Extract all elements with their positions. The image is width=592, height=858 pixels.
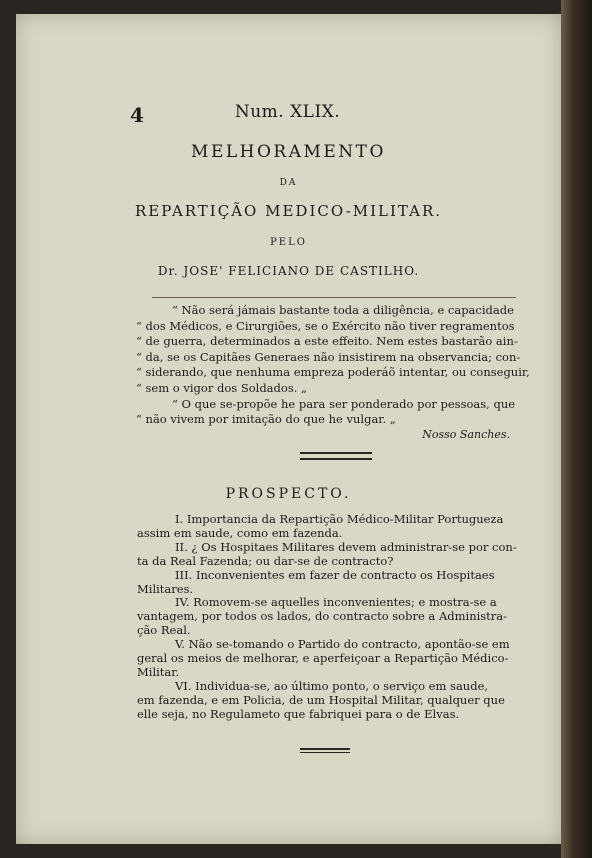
prospecto-body xyxy=(137,513,520,722)
body-line: vantagem, por todos os lados, do contracto sobre a Administra- xyxy=(137,609,508,624)
ornament-rule xyxy=(300,452,372,460)
section-heading: PROSPECTO. xyxy=(225,486,352,502)
title-line-1: MELHORAMENTO xyxy=(191,142,386,162)
epigraph-line: “ siderando, que nenhuma empreza poderáõ intentar, ou conseguir, xyxy=(136,365,530,380)
epigraph-line: “ Não será jámais bastante toda a diligência, e capacidade xyxy=(172,303,514,317)
ornament-rule-end xyxy=(300,748,350,753)
author-line: Dr. JOSE' FELICIANO DE CASTILHO. xyxy=(157,264,420,278)
epigraph-line: “ O que se-propõe he para ser ponderado por pessoas, que xyxy=(172,396,516,411)
body-line: elle seja, no Regulameto que fabriquei para o de Elvas. xyxy=(137,706,460,721)
book-spine xyxy=(561,0,592,858)
body-line: em fazenda, e em Policia, de um Hospital Militar, qualquer que xyxy=(137,692,505,707)
body-line: IV. Romovem-se aquelles inconvenientes; e mostra-se a xyxy=(175,595,497,610)
epigraph-line: “ dos Médicos, e Cirurgiões, se o Exército não tiver regramentos xyxy=(136,318,515,333)
epigraph-line: “ da, se os Capitães Generaes não insistirem na observancia; con- xyxy=(136,349,521,364)
epigraph-signature: Nosso Sanches. xyxy=(422,428,510,441)
body-line: Militares. xyxy=(137,581,194,596)
body-line: VI. Individua-se, ao último ponto, o serviço em saude, xyxy=(175,678,489,693)
issue-number: Num. XLIX. xyxy=(234,102,341,122)
divider-rule xyxy=(152,297,516,298)
body-line: I. Importancia da Repartição Médico-Militar Portugueza xyxy=(175,512,504,526)
title-line-3: REPARTIÇÃO MEDICO-MILITAR. xyxy=(134,202,443,220)
epigraph-line: “ não vivem por imitação do que he vulgar. „ xyxy=(136,412,396,427)
body-line: ção Real. xyxy=(137,623,191,638)
epigraph xyxy=(136,303,530,428)
title-line-2: DA xyxy=(279,178,298,188)
body-line: geral os meios de melhorar, e aperfeiçoar a Repartição Médico- xyxy=(137,651,509,666)
body-line: Militar. xyxy=(137,664,180,679)
body-line: V. Não se-tomando o Partido do contracto, apontão-se em xyxy=(175,637,510,652)
body-line: II. ¿ Os Hospitaes Militares devem administrar-se por con- xyxy=(175,539,517,554)
epigraph-line: “ de guerra, determinados a este effeito. Nem estes bastarão ain- xyxy=(136,334,518,349)
body-line: assim em saude, como em fazenda. xyxy=(137,525,343,540)
body-line: III. Inconvenientes em fazer de contracto os Hospitaes xyxy=(175,567,495,582)
epigraph-line: “ sem o vigor dos Soldados. „ xyxy=(136,380,307,395)
page-number: 4 xyxy=(130,103,144,127)
body-line: ta da Real Fazenda; ou dar-se de contracto? xyxy=(137,553,394,568)
title-line-4: PELO xyxy=(270,237,307,248)
